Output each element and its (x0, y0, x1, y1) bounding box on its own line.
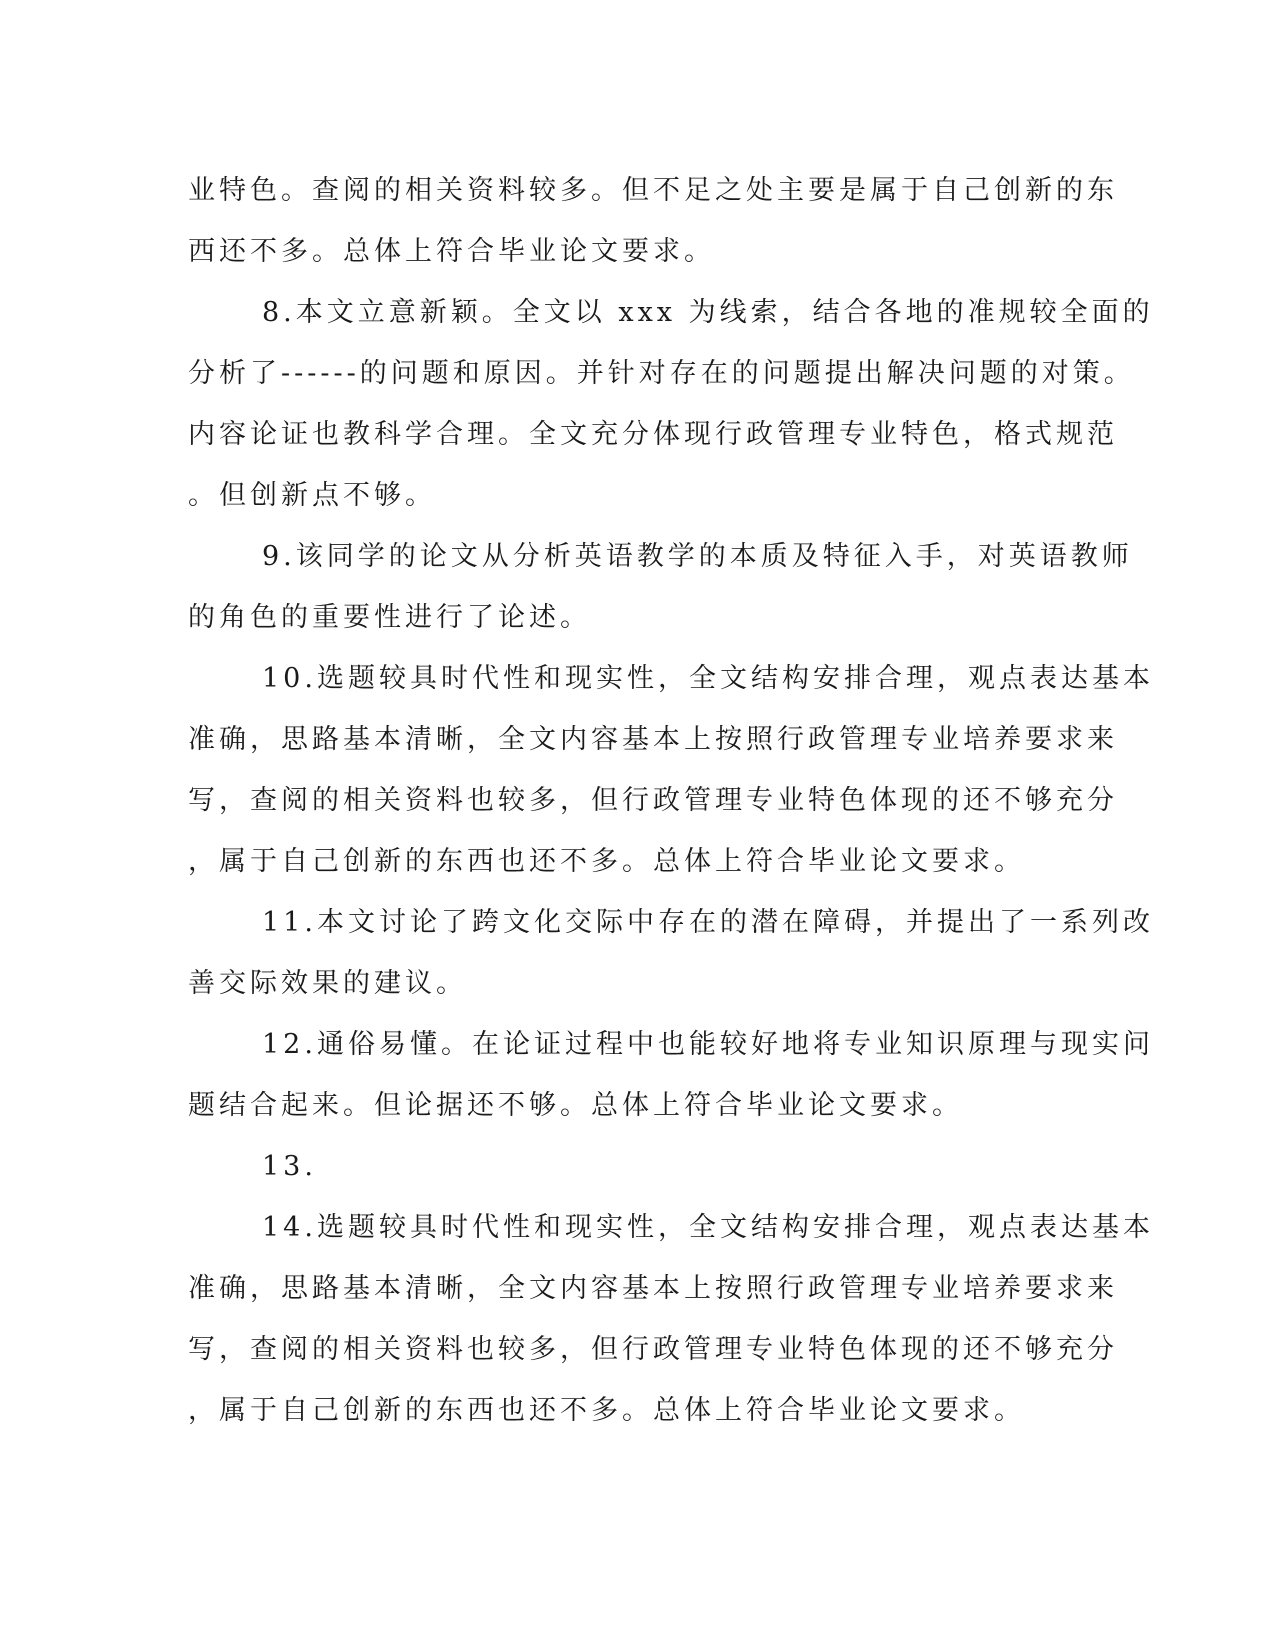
text-line: 13. (262, 1151, 317, 1182)
text-line: 业特色。查阅的相关资料较多。但不足之处主要是属于自己创新的东 (188, 175, 1118, 206)
text-line: 善交际效果的建议。 (188, 968, 467, 999)
text-line: 题结合起来。但论据还不够。总体上符合毕业论文要求。 (188, 1090, 963, 1121)
text-line: 。但创新点不够。 (188, 480, 436, 511)
text-line: ，属于自己创新的东西也还不多。总体上符合毕业论文要求。 (188, 846, 1025, 877)
text-line: 准确，思路基本清晰，全文内容基本上按照行政管理专业培养要求来 (188, 1273, 1118, 1304)
text-line: 的角色的重要性进行了论述。 (188, 602, 591, 633)
text-line: 9.该同学的论文从分析英语教学的本质及特征入手，对英语教师 (262, 541, 1133, 572)
text-line: 14.选题较具时代性和现实性，全文结构安排合理，观点表达基本 (262, 1212, 1154, 1243)
text-line: 准确，思路基本清晰，全文内容基本上按照行政管理专业培养要求来 (188, 724, 1118, 755)
text-line: 内容论证也教科学合理。全文充分体现行政管理专业特色，格式规范 (188, 419, 1118, 450)
text-line: ，属于自己创新的东西也还不多。总体上符合毕业论文要求。 (188, 1395, 1025, 1426)
text-line: 西还不多。总体上符合毕业论文要求。 (188, 236, 715, 267)
text-line: 分析了------的问题和原因。并针对存在的问题提出解决问题的对策。 (188, 358, 1135, 389)
text-line: 10.选题较具时代性和现实性，全文结构安排合理，观点表达基本 (262, 663, 1154, 694)
text-line: 8.本文立意新颖。全文以 xxx 为线索，结合各地的准规较全面的 (262, 297, 1154, 328)
text-line: 写，查阅的相关资料也较多，但行政管理专业特色体现的还不够充分 (188, 1334, 1118, 1365)
text-line: 12.通俗易懂。在论证过程中也能较好地将专业知识原理与现实问 (262, 1029, 1154, 1060)
text-line: 11.本文讨论了跨文化交际中存在的潜在障碍，并提出了一系列改 (262, 907, 1154, 938)
text-line: 写，查阅的相关资料也较多，但行政管理专业特色体现的还不够充分 (188, 785, 1118, 816)
document-body (188, 160, 1154, 1441)
